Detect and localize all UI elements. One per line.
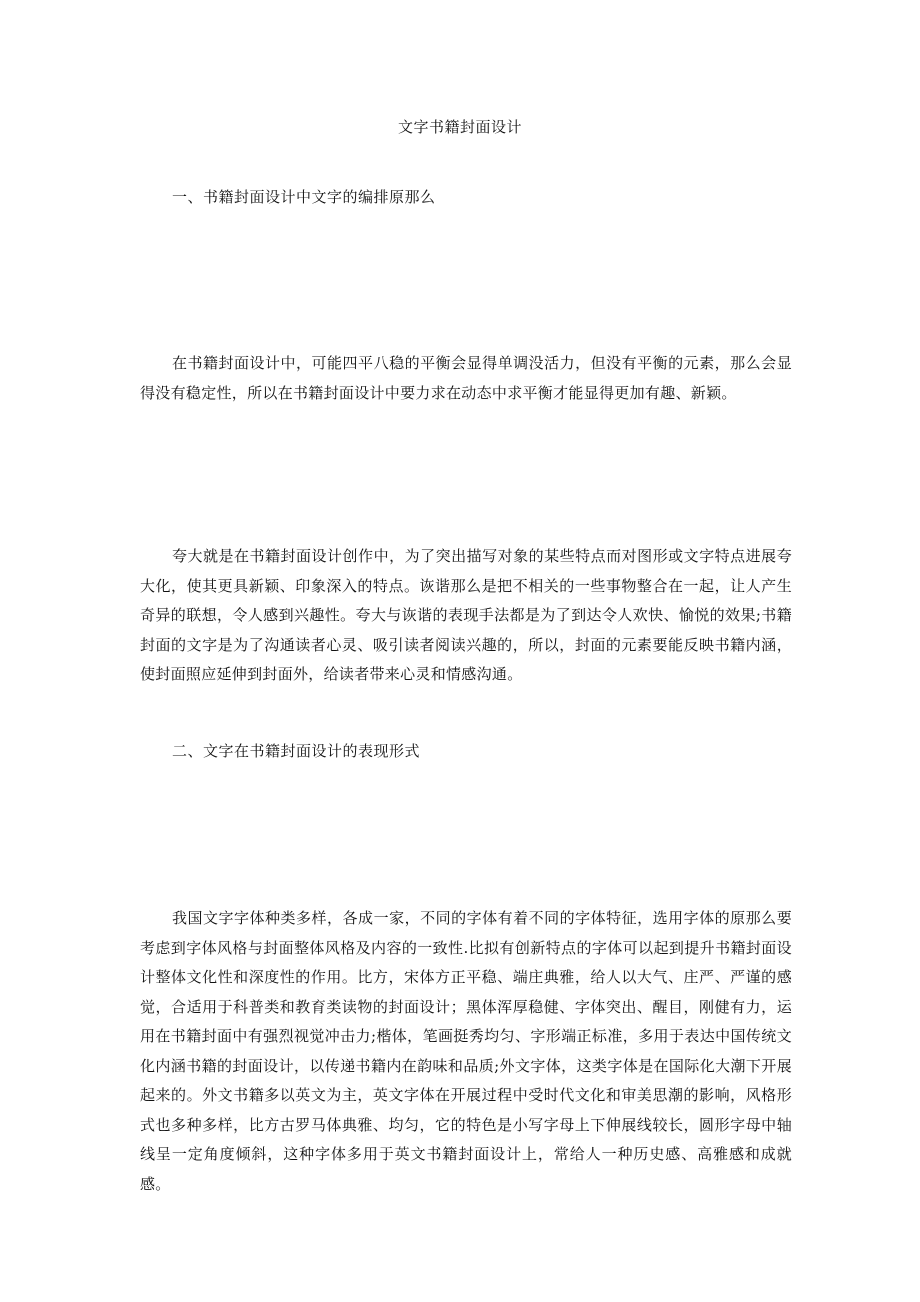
paragraph: 夸大就是在书籍封面设计创作中，为了突出描写对象的某些特点而对图形或文字特点进展夸大化，使其更具新颖、印象深入的特点。诙谐那么是把不相关的一些事物整合在一起，让人产生奇异的联想，令人感到兴趣性。夸大与诙谐的表现手法都是为了到达令人欢快、愉悦的效果;书籍封面的文字是为了沟通读者心灵、吸引读者阅读兴趣的，所以，封面的元素要能反映书籍内涵，使封面照应延伸到封面外，给读者带来心灵和情感沟通。 (140, 547, 792, 683)
paragraph: 在书籍封面设计中，可能四平八稳的平衡会显得单调没活力，但没有平衡的元素，那么会显得没有稳定性，所以在书籍封面设计中要力求在动态中求平衡才能显得更加有趣、新颖。 (140, 354, 792, 402)
document-title: 文字书籍封面设计 (397, 118, 522, 136)
section-heading-2: 二、文字在书籍封面设计的表现形式 (172, 742, 421, 760)
paragraph: 我国文字字体种类多样，各成一家，不同的字体有着不同的字体特征，选用字体的原那么要考虑到字体风格与封面整体风格及内容的一致性.比拟有创新特点的字体可以起到提升书籍封面设计整体文化性和深度性的作用。比方，宋体方正平稳、端庄典雅，给人以大气、庄严、严谨的感觉，合适用于科普类和教育类读物的封面设计；黑体浑厚稳健、字体突出、醒目，刚健有力，运用在书籍封面中有强烈视觉冲击力;楷体，笔画挺秀均匀、字形端正标准，多用于表达中国传统文化内涵书籍的封面设计，以传递书籍内在韵味和品质;外文字体，这类字体是在国际化大潮下开展起来的。外文书籍多以英文为主，英文字体在开展过程中受时代文化和审美思潮的影响，风格形式也多种多样，比方古罗马体典雅、均匀，它的特色是小写字母上下伸展线较长，圆形字母中轴线呈一定角度倾斜，这种字体多用于英文书籍封面设计上，常给人一种历史感、高雅感和成就感。 (140, 909, 792, 1193)
section-heading-1: 一、书籍封面设计中文字的编排原那么 (172, 188, 436, 206)
